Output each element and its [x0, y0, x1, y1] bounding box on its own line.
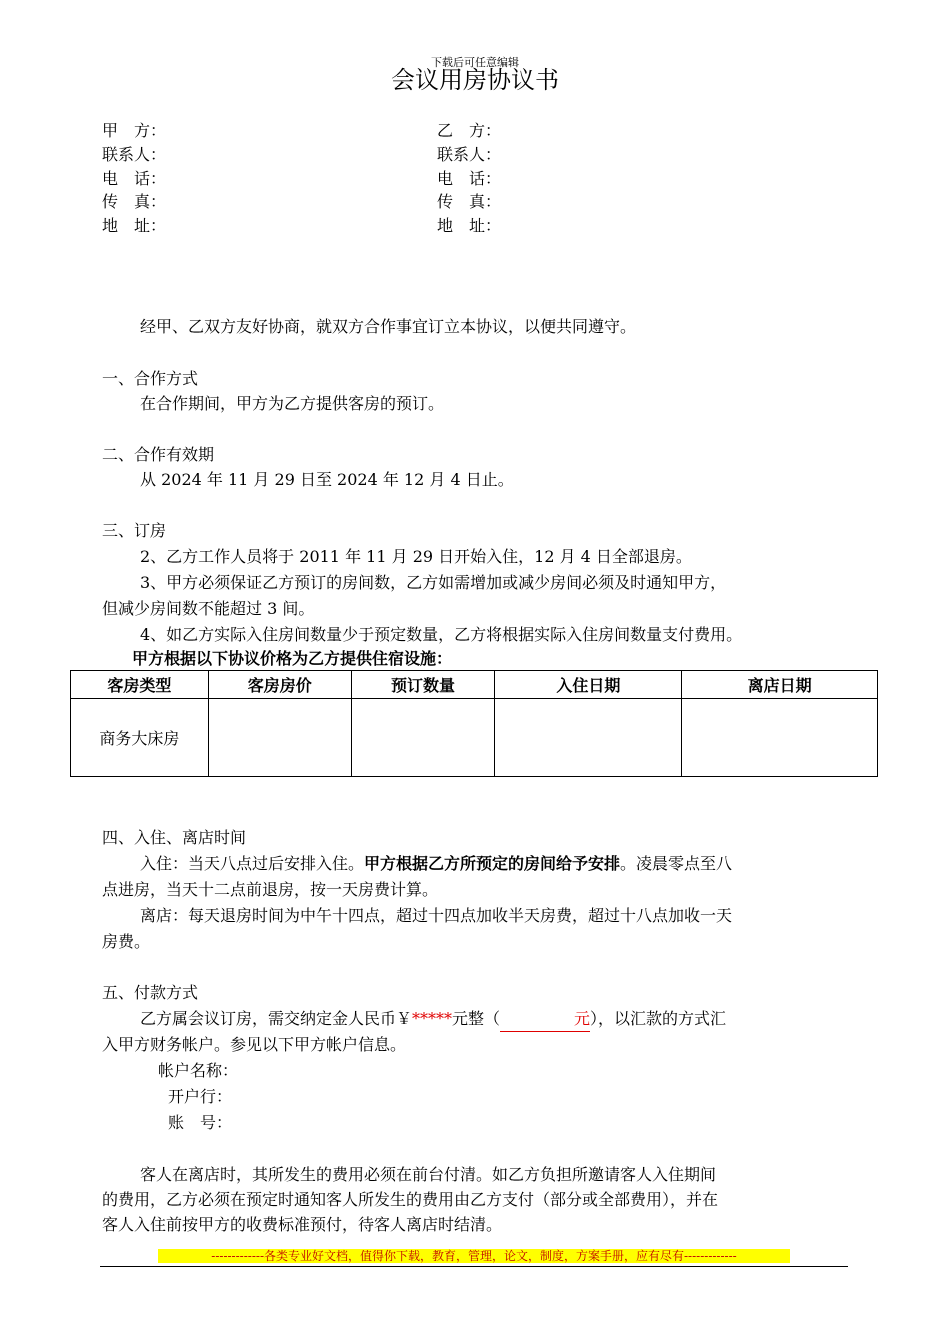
header-room-price: 客房房价 — [208, 671, 351, 699]
rate-table-header-row — [71, 671, 878, 699]
party-a-fax-label: 传 真： — [102, 192, 167, 211]
rate-table — [70, 670, 878, 777]
section-3-item-3: 3、甲方必须保证乙方预订的房间数，乙方如需增加或减少房间必须及时通知甲方， — [140, 573, 727, 592]
party-a-phone-label: 电 话： — [102, 169, 167, 188]
section-3-item-2: 2、乙方工作人员将于 2011 年 11 月 29 日开始入住，12 月 4 日全部退房。 — [140, 547, 692, 566]
watermark-text: 下载后可任意编辑 — [431, 56, 519, 69]
header-room-type: 客房类型 — [71, 671, 209, 699]
section-5-payment — [140, 1006, 726, 1032]
footer-divider — [100, 1266, 848, 1267]
deposit-amount: ***** — [412, 1009, 453, 1028]
party-a-label: 甲 方： — [102, 121, 167, 140]
cell-booking-qty — [351, 699, 495, 777]
document-title: 会议用房协议书 — [391, 66, 559, 94]
header-booking-qty: 预订数量 — [351, 671, 495, 699]
section-3-item-3-cont: 但减少房间数不能超过 3 间。 — [102, 599, 315, 618]
checkin-prefix: 入住：当天八点过后安排入住。 — [140, 854, 365, 873]
section-5-payment-cont: 入甲方财务帐户。参见以下甲方帐户信息。 — [102, 1035, 407, 1054]
party-b-contact-label: 联系人： — [437, 145, 502, 164]
section-4-checkout: 离店：每天退房时间为中午十四点，超过十四点加收半天房费，超过十八点加收一天 — [140, 906, 733, 925]
section-2-text: 从 2024 年 11 月 29 日至 2024 年 12 月 4 日止。 — [140, 470, 514, 489]
account-name-label: 帐户名称： — [158, 1061, 239, 1080]
payment-prefix: 乙方属会议订房，需交纳定金人民币￥ — [140, 1009, 413, 1028]
payment-suffix: ），以汇款的方式汇 — [590, 1009, 727, 1028]
section-5-heading: 五、付款方式 — [102, 983, 199, 1002]
section-4-checkin-cont: 点进房，当天十二点前退房，按一天房费计算。 — [102, 880, 439, 899]
table-row — [71, 699, 878, 777]
party-a-contact-label: 联系人： — [102, 145, 167, 164]
checkin-suffix: 。凌晨零点至八 — [620, 854, 733, 873]
section-3-heading: 三、订房 — [102, 521, 167, 540]
cell-checkin-date — [495, 699, 682, 777]
section-4-checkin — [140, 851, 732, 876]
section-2-heading: 二、合作有效期 — [102, 445, 215, 464]
checkin-bold-text: 甲方根据乙方所预定的房间给予安排 — [364, 854, 621, 873]
section-3-item-4: 4、如乙方实际入住房间数量少于预定数量，乙方将根据实际入住房间数量支付费用。 — [140, 625, 743, 644]
bank-label: 开户行： — [168, 1087, 233, 1106]
closing-line-2: 的费用，乙方必须在预定时通知客人所发生的费用由乙方支付（部分或全部费用），并在 — [102, 1190, 719, 1209]
closing-line-1: 客人在离店时，其所发生的费用必须在前台付清。如乙方负担所邀请客人入住期间 — [140, 1165, 717, 1184]
account-number-label: 账 号： — [168, 1113, 233, 1132]
party-b-fax-label: 传 真： — [437, 192, 502, 211]
cell-room-type: 商务大床房 — [71, 699, 209, 777]
section-4-checkout-cont: 房费。 — [102, 932, 151, 951]
party-a-address-label: 地 址： — [102, 216, 167, 235]
cell-checkout-date — [682, 699, 878, 777]
deposit-blank: 元 — [500, 1006, 590, 1032]
closing-line-3: 客人入住前按甲方的收费标准预付，待客人离店时结清。 — [102, 1215, 503, 1234]
party-b-address-label: 地 址： — [437, 216, 502, 235]
cell-room-price — [208, 699, 351, 777]
rate-intro: 甲方根据以下协议价格为乙方提供住宿设施： — [132, 649, 453, 668]
intro-paragraph: 经甲、乙双方友好协商，就双方合作事宜订立本协议，以便共同遵守。 — [140, 317, 637, 336]
header-checkout-date: 离店日期 — [682, 671, 878, 699]
header-checkin-date: 入住日期 — [495, 671, 682, 699]
footer-banner: -------------各类专业好文档，值得你下载，教育，管理，论文，制度，方案手册，应有尽有------------- — [158, 1249, 790, 1263]
party-b-label: 乙 方： — [437, 121, 502, 140]
section-1-text: 在合作期间，甲方为乙方提供客房的预订。 — [140, 394, 445, 413]
payment-mid: 元整（ — [452, 1009, 501, 1028]
party-b-phone-label: 电 话： — [437, 169, 502, 188]
section-1-heading: 一、合作方式 — [102, 369, 199, 388]
section-4-heading: 四、入住、离店时间 — [102, 828, 247, 847]
